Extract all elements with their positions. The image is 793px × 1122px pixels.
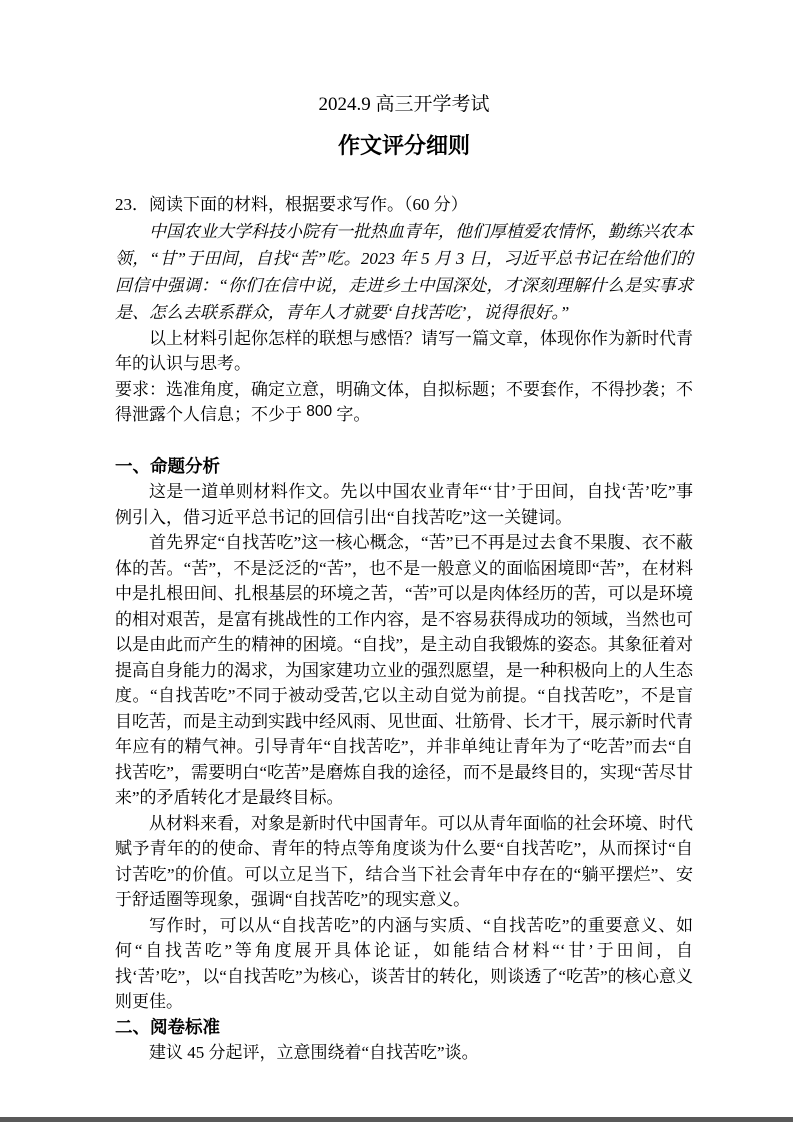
requirements-text: 要求：选准角度，确定立意，明确文体，自拟标题；不要套作，不得抄袭；不得泄露个人信息；不少于 <box>115 379 693 424</box>
document-content <box>115 92 693 1066</box>
page-title: 作文评分细则 <box>337 133 470 158</box>
question-material: 中国农业大学科技小院有一批热血青年，他们厚植爱农情怀，勤练兴农本领，“甘”于田间，自找“苦”吃。2023 年 5 月 3 日，习近平总书记在给他们的回信中强调：“你们在信中说，走进乡土中国深处，才深刻理解什么是实事求是、怎么去联系群众，青年人才就要‘自找苦吃’，说得很好。” <box>115 221 693 322</box>
analysis-paragraph-audience: 从材料来看，对象是新时代中国青年。可以从青年面临的社会环境、时代赋予青年的的使命、青年的特点等角度谈为什么要“自找苦吃”，从而探讨“自讨苦吃”的价值。可以立足当下，结合当下社会青年中存在的“躺平摆烂”、安于舒适圈等现象，强调“自找苦吃”的现实意义。 <box>115 813 693 909</box>
word-count-value: 800 <box>306 403 333 420</box>
requirements-suffix: 字。 <box>332 405 371 424</box>
page-bottom-edge <box>0 1117 793 1122</box>
question-requirements <box>115 377 693 429</box>
section-heading-analysis: 一、命题分析 <box>115 455 220 476</box>
question-prompt: 23．阅读下面的材料，根据要求写作。（60 分） <box>115 195 468 214</box>
analysis-paragraph-intro: 这是一道单则材料作文。先以中国农业青年“‘甘’于田间，自找‘苦’吃”事例引入，借习近平总书记的回信引出“自找苦吃”这一关键词。 <box>115 482 693 527</box>
analysis-paragraph-definition: 首先界定“自找苦吃”这一核心概念，“苦”已不再是过去食不果腹、衣不蔽体的苦。“苦”，不是泛泛的“苦”，也不是一般意义的面临困境即“苦”，在材料中是扎根田间、扎根基层的环境之苦，“苦”可以是肉体经历的苦，可以是环境的相对艰苦，是富有挑战性的工作内容，是不容易获得成功的领域，当然也可以是由此而产生的精神的困境。“自找”，是主动自我锻炼的姿态。其象征着对提高自身能力的渴求，为国家建功立业的强烈愿望，是一种积极向上的人生态度。“自找苦吃”不同于被动受苦,它以主动自觉为前提。“自找苦吃”，不是盲目吃苦，而是主动到实践中经风雨、见世面、壮筋骨、长才干，展示新时代青年应有的精气神。引导青年“自找苦吃”，并非单纯让青年为了“吃苦”而去“自找苦吃”，需要明白“吃苦”是磨炼自我的途径，而不是最终目的，实现“苦尽甘来”的矛盾转化才是最终目标。 <box>115 533 693 807</box>
exam-subtitle: 2024.9 高三开学考试 <box>318 94 490 115</box>
grading-paragraph: 建议 45 分起评，立意围绕着“自找苦吃”谈。 <box>149 1043 479 1062</box>
section-heading-grading: 二、阅卷标准 <box>115 1016 220 1037</box>
analysis-paragraph-writing: 写作时，可以从“自找苦吃”的内涵与实质、“自找苦吃”的重要意义、如何“自找苦吃”等角度展开具体论证，如能结合材料“‘甘’于田间，自找‘苦’吃”，以“自找苦吃”为核心，谈苦甘的转化，则谈透了“吃苦”的核心意义则更佳。 <box>115 915 693 1011</box>
question-task: 以上材料引起你怎样的联想与感悟？请写一篇文章，体现你作为新时代青年的认识与思考。 <box>115 328 693 373</box>
